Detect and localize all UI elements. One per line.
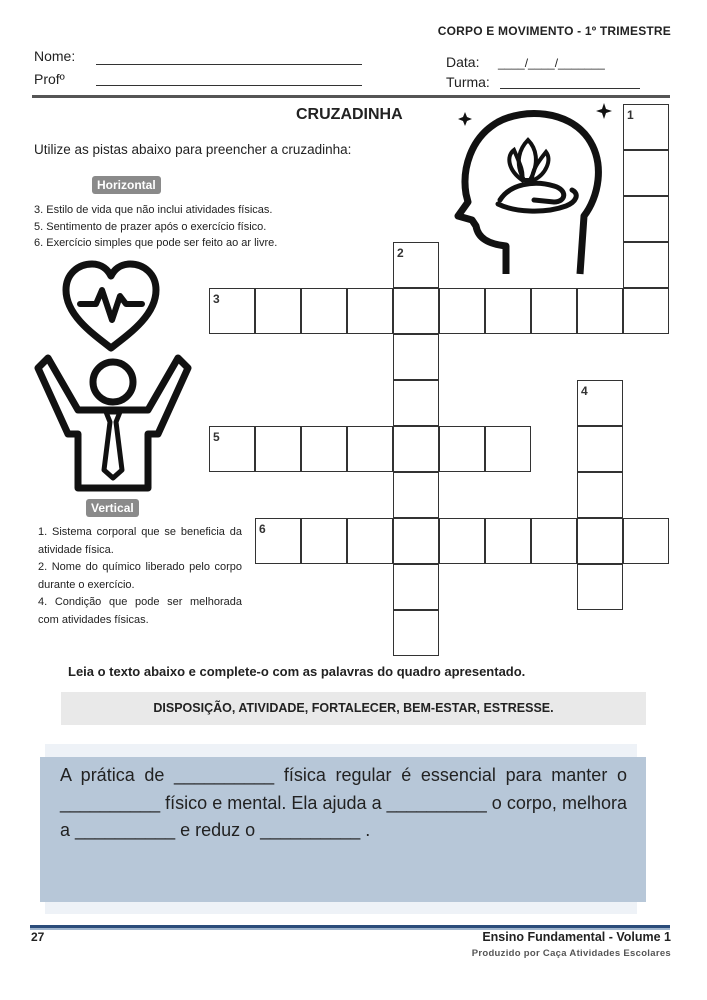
teacher-label: Profº <box>34 71 65 87</box>
crossword-cell[interactable] <box>439 288 485 334</box>
crossword-cell[interactable] <box>485 518 531 564</box>
crossword-cell[interactable] <box>577 426 623 472</box>
crossword-cell[interactable] <box>623 242 669 288</box>
clue-number-2: 2 <box>397 246 404 260</box>
vertical-clues <box>38 524 242 629</box>
date-field[interactable]: ____/____/_______ <box>498 56 605 70</box>
class-field[interactable] <box>500 88 640 89</box>
mind-wellness-icon <box>448 98 618 278</box>
name-field[interactable] <box>96 64 362 65</box>
date-label: Data: <box>446 54 480 70</box>
producer-label: Produzido por Caça Atividades Escolares <box>471 948 671 959</box>
teacher-field[interactable] <box>96 85 362 86</box>
page-number: 27 <box>31 930 45 944</box>
volume-label: Ensino Fundamental - Volume 1 <box>482 930 671 944</box>
crossword-cell[interactable] <box>393 564 439 610</box>
crossword-cell[interactable] <box>577 472 623 518</box>
crossword-title: CRUZADINHA <box>296 106 403 123</box>
happy-person-icon <box>34 352 192 492</box>
crossword-cell[interactable] <box>209 426 255 472</box>
word-bank: DISPOSIÇÃO, ATIVIDADE, FORTALECER, BEM-ESTAR, ESTRESSE. <box>61 692 646 725</box>
horizontal-badge: Horizontal <box>92 176 161 194</box>
clue-v2: 2. Nome do químico liberado pelo corpo durante o exercício. <box>38 561 242 591</box>
crossword-cell[interactable] <box>347 288 393 334</box>
crossword-cell[interactable] <box>393 472 439 518</box>
crossword-cell[interactable] <box>531 288 577 334</box>
crossword-cell[interactable] <box>393 610 439 656</box>
crossword-cell[interactable] <box>255 288 301 334</box>
clue-v1: 1. Sistema corporal que se beneficia da atividade física. <box>38 526 242 556</box>
worksheet-title: CORPO E MOVIMENTO - 1º TRIMESTRE <box>437 24 671 38</box>
crossword-cell[interactable] <box>623 288 669 334</box>
crossword-cell[interactable] <box>209 288 255 334</box>
crossword-cell[interactable] <box>439 426 485 472</box>
crossword-cell[interactable] <box>485 288 531 334</box>
crossword-cell[interactable] <box>531 518 577 564</box>
crossword-cell[interactable] <box>301 288 347 334</box>
name-label: Nome: <box>34 48 76 64</box>
crossword-cell[interactable] <box>485 426 531 472</box>
clue-number-1: 1 <box>627 108 634 122</box>
heart-pulse-icon <box>60 260 162 356</box>
clue-number-5: 5 <box>213 430 220 444</box>
fill-instruction: Leia o texto abaixo e complete-o com as palavras do quadro apresentado. <box>68 664 526 679</box>
clue-h5: 5. Sentimento de prazer após o exercício físico. <box>34 220 267 233</box>
crossword-cell[interactable] <box>255 426 301 472</box>
crossword-cell[interactable] <box>577 288 623 334</box>
crossword-cell[interactable] <box>301 518 347 564</box>
fill-paragraph[interactable]: A prática de __________ física regular é essencial para manter o __________ físico e mental. Ela ajuda a __________ o corpo, melhora a __________ e reduz o __________ . <box>60 765 627 840</box>
clue-number-4: 4 <box>581 384 588 398</box>
crossword-cell[interactable] <box>439 518 485 564</box>
crossword-cell[interactable] <box>393 242 439 288</box>
crossword-cell[interactable] <box>393 518 439 564</box>
crossword-cell[interactable] <box>301 426 347 472</box>
crossword-cell[interactable] <box>347 426 393 472</box>
clue-number-6: 6 <box>259 522 266 536</box>
crossword-cell[interactable] <box>393 426 439 472</box>
class-label: Turma: <box>446 74 490 90</box>
crossword-cell[interactable] <box>255 518 301 564</box>
crossword-cell[interactable] <box>623 518 669 564</box>
crossword-cell[interactable] <box>623 196 669 242</box>
crossword-cell[interactable] <box>623 150 669 196</box>
clue-number-3: 3 <box>213 292 220 306</box>
clue-v4: 4. Condição que pode ser melhorada com atividades físicas. <box>38 596 242 626</box>
vertical-badge: Vertical <box>86 499 139 517</box>
crossword-cell[interactable] <box>577 518 623 564</box>
crossword-cell[interactable] <box>577 380 623 426</box>
crossword-cell[interactable] <box>623 104 669 150</box>
crossword-cell[interactable] <box>577 564 623 610</box>
crossword-cell[interactable] <box>393 288 439 334</box>
crossword-instruction: Utilize as pistas abaixo para preencher a cruzadinha: <box>34 142 352 157</box>
clue-h6: 6. Exercício simples que pode ser feito ao ar livre. <box>34 237 278 249</box>
horizontal-clues <box>34 202 277 252</box>
crossword-cell[interactable] <box>393 380 439 426</box>
crossword-cell[interactable] <box>347 518 393 564</box>
clue-h3: 3. Estilo de vida que não inclui atividades físicas. <box>34 204 273 216</box>
crossword-cell[interactable] <box>393 334 439 380</box>
